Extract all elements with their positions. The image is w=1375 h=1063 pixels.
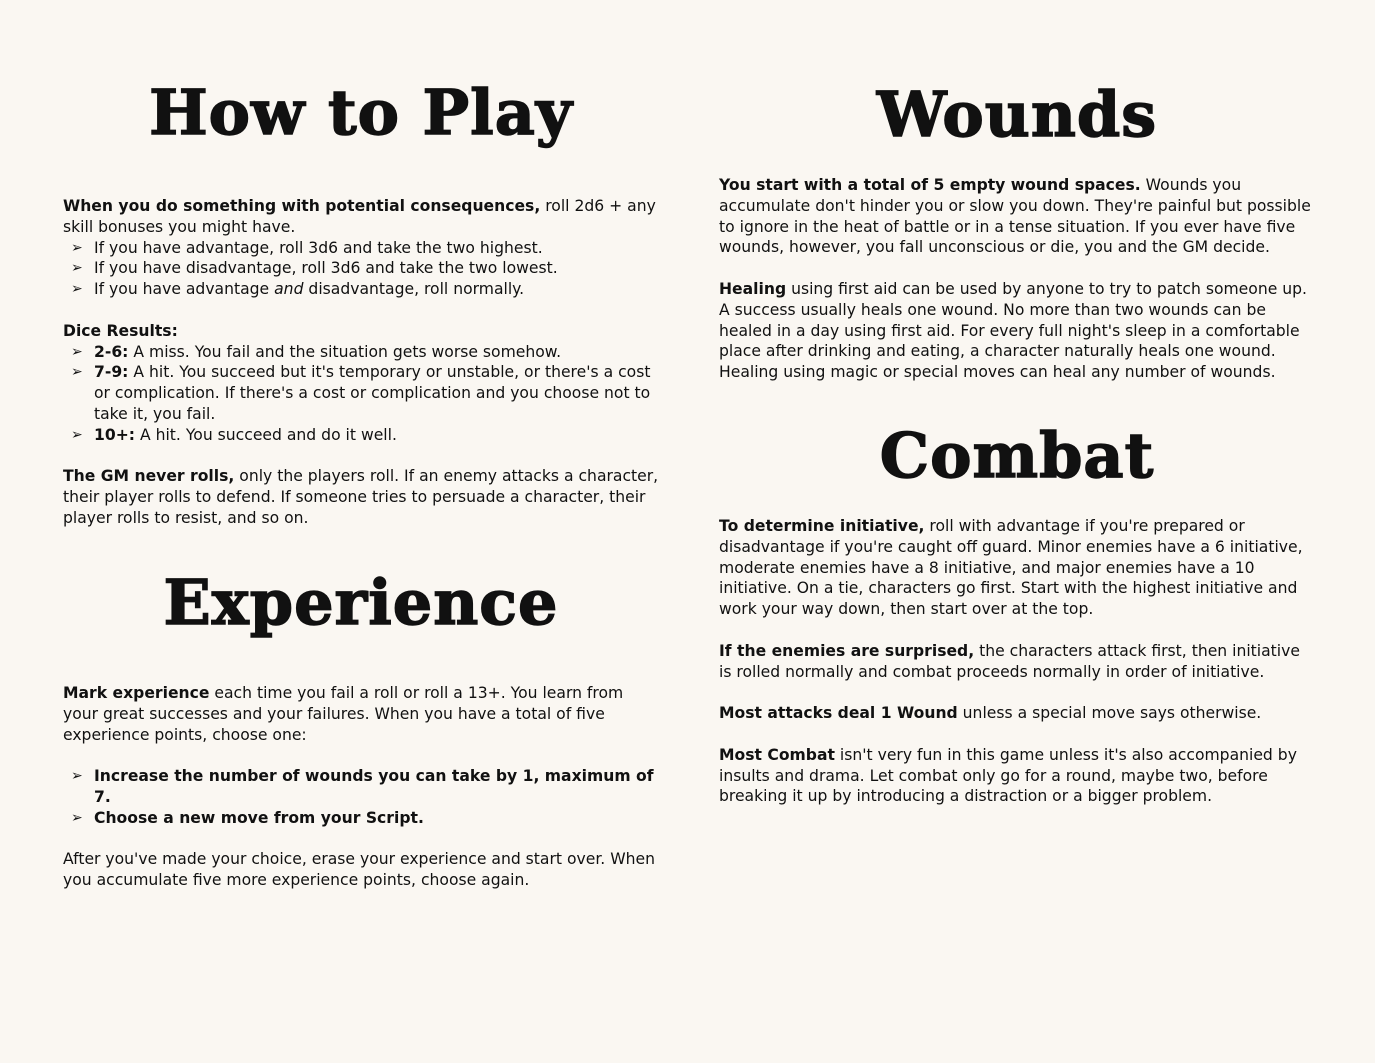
arrow-bullet-icon: ➢ xyxy=(71,260,83,277)
combat-section xyxy=(719,516,1315,807)
list-item: ➢ Increase the number of wounds you can take by 1, maximum of 7. xyxy=(71,767,654,806)
combat-heading: Combat xyxy=(879,419,1155,492)
wound-spaces: You start with a total of 5 empty wound spaces. Wounds you accumulate don't hinder you or slow you down. They're painful but possible to ignore in the heat of battle or in a tense situation. If you ever have five wounds, however, you fall unconscious or die, you and the GM decide. xyxy=(719,176,1311,257)
surprised: If the enemies are surprised, the characters attack first, then initiative is rolled normally and combat proceeds normally in order of initiative. xyxy=(719,641,1300,681)
how-to-play-section xyxy=(63,196,659,529)
attack-damage: Most attacks deal 1 Wound unless a special move says otherwise. xyxy=(719,704,1262,723)
healing: Healing using first aid can be used by anyone to try to patch someone up. A success usually heals one wound. No more than two wounds can be healed in a day using first aid. For every full night's sleep in a comfortable place after drinking and eating, a character naturally heals one wound. Healing using magic or special moves can heal any number of wounds. xyxy=(719,279,1307,382)
arrow-bullet-icon: ➢ xyxy=(71,426,83,443)
arrow-bullet-icon: ➢ xyxy=(71,281,83,298)
arrow-bullet-icon: ➢ xyxy=(71,768,83,785)
after-choice: After you've made your choice, erase your experience and start over. When you accumulate five more experience points, choose again. xyxy=(63,850,655,890)
list-item: ➢ If you have advantage, roll 3d6 and take the two highest. xyxy=(71,238,543,257)
combat-advice: Most Combat isn't very fun in this game unless it's also accompanied by insults and drama. Let combat only go for a round, maybe two, before breaking it up by introducing a distraction or a bigger problem. xyxy=(719,745,1297,806)
wounds-section xyxy=(719,175,1315,383)
gm-rule: The GM never rolls, only the players roll. If an enemy attacks a character, their player rolls to defend. If someone tries to persuade a character, their player rolls to resist, and so on. xyxy=(63,467,659,527)
experience-heading: Experience xyxy=(163,566,559,639)
experience-choices xyxy=(63,766,659,828)
wounds-heading: Wounds xyxy=(876,78,1158,151)
mark-experience: Mark experience each time you fail a roll or roll a 13+. You learn from your great successes and your failures. When you have a total of five experience points, choose one: xyxy=(63,684,624,744)
list-item: ➢ 2-6: A miss. You fail and the situation gets worse somehow. xyxy=(71,342,562,361)
list-item: ➢ If you have disadvantage, roll 3d6 and take the two lowest. xyxy=(71,259,558,278)
arrow-bullet-icon: ➢ xyxy=(71,239,83,256)
how-to-play-heading: How to Play xyxy=(149,76,573,149)
arrow-bullet-icon: ➢ xyxy=(71,343,83,360)
list-item: ➢ 7-9: A hit. You succeed but it's temporary or unstable, or there's a cost or complication. If there's a cost or complication and you choose not to take it, you fail. xyxy=(71,363,651,423)
list-item: ➢ 10+: A hit. You succeed and do it well. xyxy=(71,425,397,444)
list-item: ➢ Choose a new move from your Script. xyxy=(71,808,424,827)
arrow-bullet-icon: ➢ xyxy=(71,809,83,826)
dice-results-list xyxy=(63,342,659,446)
modifier-list xyxy=(63,238,659,300)
roll-intro-bold: When you do something with potential consequences, xyxy=(63,197,541,215)
initiative: To determine initiative, roll with advantage if you're prepared or disadvantage if you're caught off guard. Minor enemies have a 6 initiative, moderate enemies have a 8 initiative, and major enemies have a 10 initiative. On a tie, characters go first. Start with the highest initiative and work your way down, then start over at the top. xyxy=(719,517,1303,619)
dice-results-title: Dice Results: xyxy=(63,321,178,340)
arrow-bullet-icon: ➢ xyxy=(71,364,83,381)
experience-section xyxy=(63,683,659,891)
roll-intro-text: roll 2d6 + any skill bonuses you might have. xyxy=(63,197,656,236)
list-item: ➢ If you have advantage and disadvantage, roll normally. xyxy=(71,280,525,299)
roll-intro xyxy=(63,196,659,238)
